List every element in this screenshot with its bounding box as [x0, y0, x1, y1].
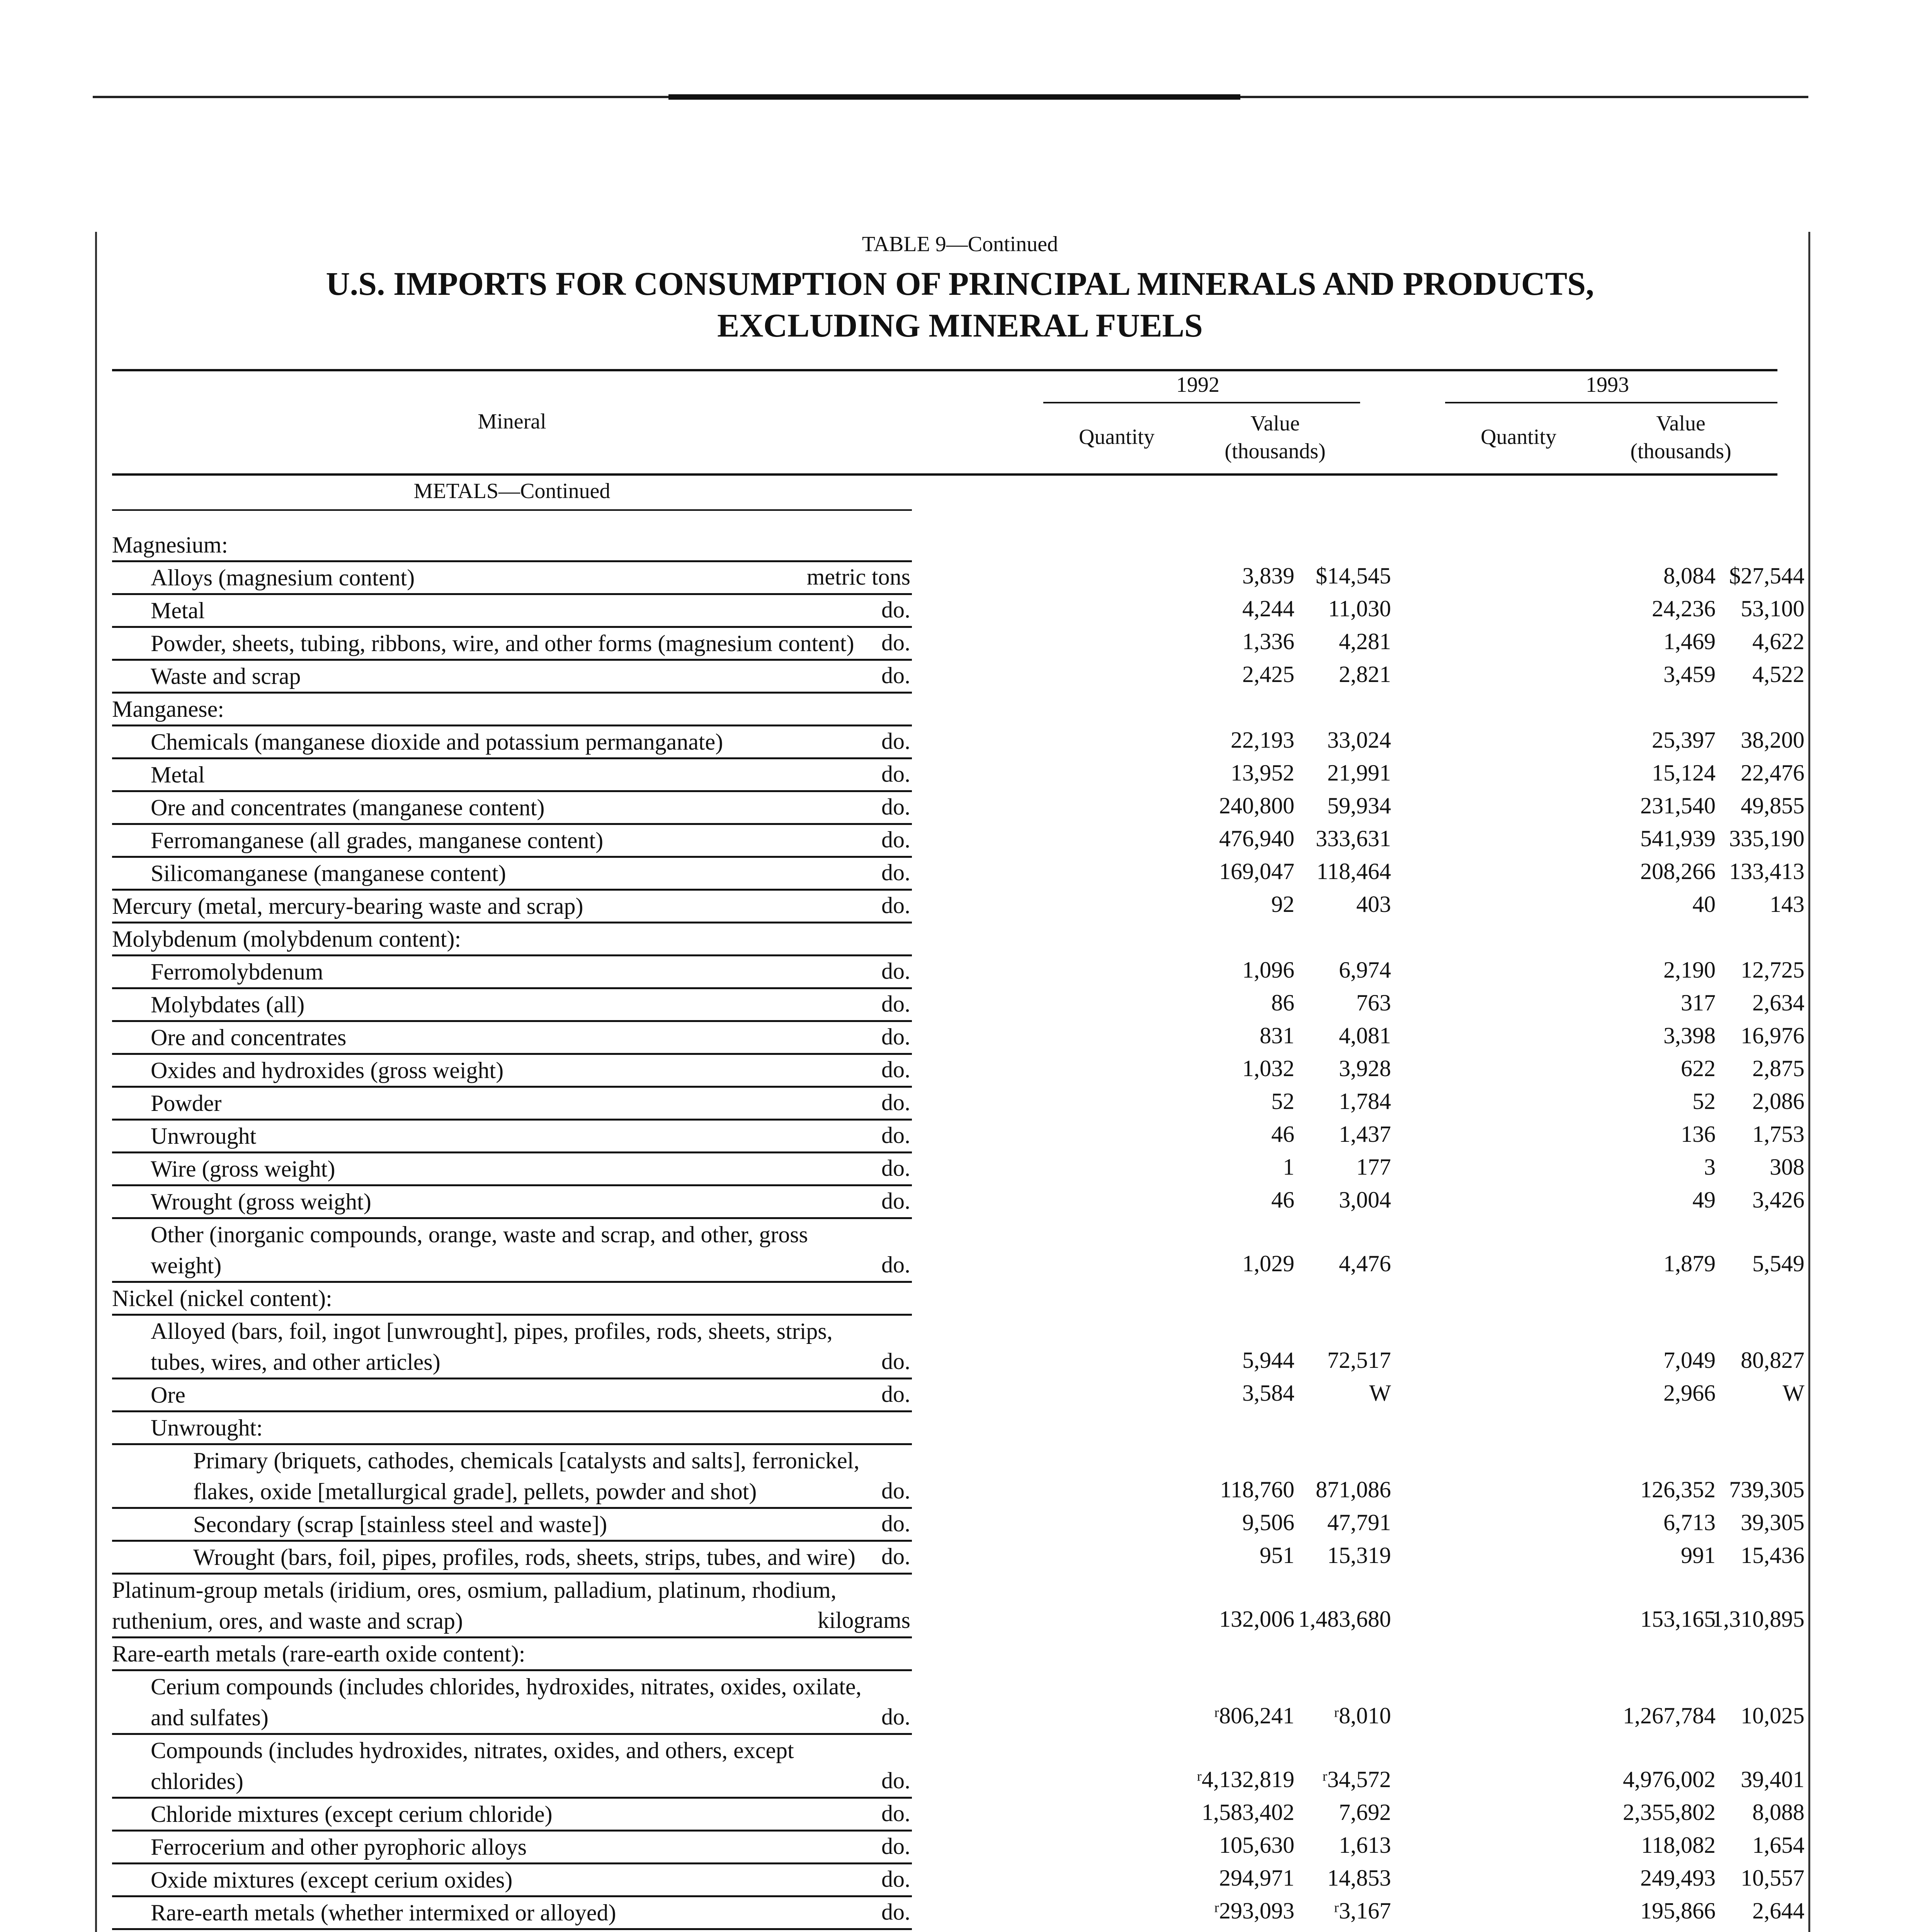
value-1992-cell: 871,086: [1316, 1477, 1391, 1502]
table-row: [112, 891, 1804, 923]
row-label: Metal: [151, 762, 205, 787]
row-unit: do.: [881, 1511, 910, 1536]
year-1993-header: 1993: [1586, 373, 1629, 397]
row-unit: do.: [881, 1188, 910, 1214]
quantity-1992-cell: 3,839: [1242, 563, 1294, 588]
quantity-1993-cell: 4,976,002: [1623, 1767, 1716, 1792]
table-title-line-1: U.S. IMPORTS FOR CONSUMPTION OF PRINCIPAL MINERALS AND PRODUCTS,: [326, 265, 1594, 302]
row-label-cell: [112, 759, 912, 792]
table-row: [112, 1832, 1804, 1864]
value-1992-label: Value: [1250, 412, 1300, 435]
row-label-cell: [112, 1799, 912, 1832]
quantity-1993-cell: 15,124: [1652, 760, 1716, 786]
quantity-1992-cell: 1: [1283, 1154, 1294, 1180]
row-unit: do.: [881, 1057, 910, 1082]
table-row: [112, 1379, 1804, 1412]
value-1992-cell: 3,928: [1339, 1056, 1391, 1081]
row-label-cell: [112, 1575, 912, 1638]
quantity-1992-cell: 1,032: [1242, 1056, 1294, 1081]
table-row: [112, 1121, 1804, 1153]
quantity-1993-cell: 991: [1681, 1543, 1716, 1568]
quantity-1993-cell: 118,082: [1641, 1832, 1716, 1858]
row-unit: do.: [881, 1768, 910, 1793]
quantity-1993-cell: 541,939: [1640, 826, 1716, 851]
row-label-cell: [112, 1055, 912, 1088]
table-row: [112, 661, 1804, 694]
value-1992-cell: 14,853: [1327, 1865, 1391, 1891]
quantity-1993-cell: 231,540: [1640, 793, 1716, 818]
row-label-cell: [112, 1379, 912, 1412]
row-label: Waste and scrap: [151, 663, 301, 689]
row-label: Platinum-group metals (iridium, ores, osmium, palladium, platinum, rhodium, ruthenium, ores, and waste and scrap): [112, 1577, 837, 1634]
left-margin-rule: [95, 232, 97, 1932]
row-label: Oxide mixtures (except cerium oxides): [151, 1867, 513, 1893]
quantity-1993-cell: 25,397: [1652, 727, 1716, 753]
row-label: Other (inorganic compounds, orange, waste and scrap, and other, gross weight): [151, 1222, 808, 1278]
row-label: Chloride mixtures (except cerium chloride): [151, 1801, 553, 1827]
value-1993-cell: 3,426: [1752, 1187, 1804, 1213]
value-1992-cell: 4,476: [1339, 1251, 1391, 1276]
value-1993-unit: (thousands): [1630, 439, 1731, 463]
quantity-1992-cell: 118,760: [1220, 1477, 1294, 1502]
quantity-1992-cell: 294,971: [1219, 1865, 1294, 1891]
table-row: [112, 562, 1804, 595]
row-unit: do.: [881, 827, 910, 852]
table-section-row: [112, 923, 1777, 956]
quantity-1993-cell: 8,084: [1663, 563, 1716, 588]
row-label: Powder, sheets, tubing, ribbons, wire, and other forms (magnesium content): [151, 631, 854, 656]
quantity-1993-cell: 1,469: [1663, 629, 1716, 654]
row-unit: do.: [881, 1801, 910, 1826]
value-1992-cell: 4,281: [1339, 629, 1391, 654]
row-label: Unwrought: [151, 1123, 257, 1149]
row-unit: do.: [881, 597, 910, 622]
table-section-row: [112, 694, 1777, 726]
row-label-cell: [112, 562, 912, 595]
row-label-cell: [112, 1832, 912, 1864]
value-1993-cell: 10,025: [1741, 1703, 1804, 1728]
row-label: Molybdenum (molybdenum content):: [112, 926, 461, 952]
quantity-1992-cell: 5,944: [1242, 1347, 1294, 1373]
value-1992-unit: (thousands): [1224, 439, 1326, 463]
quantity-1993-cell: 3: [1704, 1154, 1716, 1180]
quantity-1993-cell: 3,398: [1663, 1023, 1716, 1048]
row-unit: do.: [881, 958, 910, 984]
value-1993-cell: 80,827: [1741, 1347, 1804, 1373]
row-label-cell: [112, 595, 912, 628]
row-label: Alloys (magnesium content): [151, 565, 415, 590]
table-row: [112, 1735, 1804, 1799]
value-1993-cell: 1,654: [1752, 1832, 1804, 1858]
quantity-1992-cell: 13,952: [1231, 760, 1294, 786]
quantity-1992-cell: 240,800: [1219, 793, 1294, 818]
row-label-cell: [112, 1121, 912, 1153]
quantity-1992-cell: 951: [1260, 1543, 1294, 1568]
row-label-cell: [112, 956, 912, 989]
value-1992-cell: 72,517: [1327, 1347, 1391, 1373]
quantity-1993-cell: 317: [1681, 990, 1716, 1015]
table-row: [112, 1445, 1804, 1509]
quantity-1992-cell: ʳ4,132,819: [1196, 1767, 1294, 1792]
row-label-cell: [112, 1445, 912, 1509]
value-1993-header: [1596, 410, 1766, 465]
row-label-cell: [112, 825, 912, 858]
quantity-1992-cell: 105,630: [1219, 1832, 1294, 1858]
row-label-cell: [112, 1022, 912, 1055]
table-section-row: [112, 529, 1777, 562]
table-row: [112, 858, 1804, 891]
row-unit: do.: [881, 1833, 910, 1859]
table-section-row: [112, 1638, 1777, 1671]
value-1993-cell: $27,544: [1729, 563, 1804, 588]
quantity-1993-cell: 7,049: [1663, 1347, 1716, 1373]
quantity-1993-cell: 40: [1692, 891, 1716, 917]
value-1992-cell: ʳ34,572: [1322, 1767, 1391, 1792]
quantity-1993-header: Quantity: [1481, 425, 1556, 449]
row-label: Chemicals (manganese dioxide and potassium permanganate): [151, 729, 723, 755]
quantity-1993-cell: 2,355,802: [1623, 1799, 1716, 1825]
value-1993-cell: 39,401: [1741, 1767, 1804, 1792]
quantity-1992-cell: 46: [1271, 1187, 1294, 1213]
value-1993-cell: 2,634: [1752, 990, 1804, 1015]
value-1993-label: Value: [1656, 412, 1706, 435]
value-1993-cell: 133,413: [1729, 859, 1804, 884]
value-1992-cell: 15,319: [1327, 1543, 1391, 1568]
table-row: [112, 1022, 1804, 1055]
value-1992-cell: $14,545: [1316, 563, 1391, 588]
row-label-cell: [112, 923, 912, 956]
row-label: Ore and concentrates (manganese content): [151, 795, 545, 820]
section-rule: [112, 509, 912, 511]
table-row: [112, 628, 1804, 661]
row-unit: do.: [881, 630, 910, 655]
table-label: TABLE 9—Continued: [862, 232, 1058, 256]
quantity-1993-cell: 126,352: [1640, 1477, 1716, 1502]
row-unit: do.: [881, 1252, 910, 1277]
quantity-1992-cell: 46: [1271, 1121, 1294, 1147]
value-1992-cell: 1,483,680: [1298, 1606, 1391, 1632]
quantity-1993-cell: 136: [1681, 1121, 1716, 1147]
value-1992-cell: 177: [1356, 1154, 1391, 1180]
year-1992-rule: [1043, 402, 1360, 403]
row-label: Wrought (bars, foil, pipes, profiles, rods, sheets, strips, tubes, and wire): [193, 1544, 855, 1570]
quantity-1992-cell: 1,096: [1242, 957, 1294, 983]
value-1993-cell: 15,436: [1741, 1543, 1804, 1568]
quantity-1993-cell: 208,266: [1640, 859, 1716, 884]
quantity-1993-cell: 2,966: [1663, 1380, 1716, 1406]
row-unit: do.: [881, 663, 910, 688]
row-label: Wire (gross weight): [151, 1156, 335, 1182]
row-label: Primary (briquets, cathodes, chemicals [catalysts and salts], ferronickel, flakes, oxide [metallurgical grade], pellets, powder and shot): [193, 1448, 860, 1504]
quantity-1993-cell: 249,493: [1640, 1865, 1716, 1891]
value-1993-cell: 22,476: [1741, 760, 1804, 786]
value-1993-cell: 8,088: [1752, 1799, 1804, 1825]
table-row: [112, 792, 1804, 825]
table-row: [112, 825, 1804, 858]
value-1992-cell: ʳ8,010: [1333, 1703, 1391, 1728]
table-row: [112, 989, 1804, 1022]
row-label: Manganese:: [112, 696, 224, 722]
value-1992-cell: 4,081: [1339, 1023, 1391, 1048]
value-1992-cell: 1,613: [1339, 1832, 1391, 1858]
row-label-cell: [112, 1509, 912, 1542]
value-1992-cell: 1,784: [1339, 1088, 1391, 1114]
quantity-1993-cell: 52: [1692, 1088, 1716, 1114]
row-unit: do.: [881, 1155, 910, 1181]
row-unit: do.: [881, 1544, 910, 1569]
value-1993-cell: 39,305: [1741, 1510, 1804, 1535]
row-label-cell: [112, 1864, 912, 1897]
quantity-1992-cell: 22,193: [1231, 727, 1294, 753]
row-unit: do.: [881, 761, 910, 787]
value-1993-cell: 2,644: [1752, 1898, 1804, 1923]
row-label: Ferromanganese (all grades, manganese content): [151, 828, 604, 853]
quantity-1992-header: Quantity: [1079, 425, 1155, 449]
quantity-1993-cell: 1,267,784: [1623, 1703, 1716, 1728]
row-label: Rare-earth metals (whether intermixed or alloyed): [151, 1900, 616, 1925]
quantity-1992-cell: 9,506: [1242, 1510, 1294, 1535]
row-label: Powder: [151, 1090, 222, 1116]
row-label-cell: [112, 1088, 912, 1121]
table-row: [112, 1671, 1804, 1735]
quantity-1992-cell: 86: [1271, 990, 1294, 1015]
value-1992-cell: 33,024: [1327, 727, 1391, 753]
row-label: Unwrought:: [151, 1415, 263, 1440]
table-title: [0, 263, 1920, 346]
row-unit: do.: [881, 1478, 910, 1503]
quantity-1992-cell: 2,425: [1242, 662, 1294, 687]
value-1993-cell: 4,622: [1752, 629, 1804, 654]
table-row: [112, 1897, 1804, 1930]
row-label: Mercury (metal, mercury-bearing waste and scrap): [112, 893, 583, 919]
quantity-1992-cell: ʳ293,093: [1214, 1898, 1294, 1923]
value-1992-cell: 11,030: [1328, 596, 1391, 621]
row-label: Alloyed (bars, foil, ingot [unwrought], pipes, profiles, rods, sheets, strips, tubes, wires, and other articles): [151, 1318, 833, 1375]
value-1992-cell: W: [1369, 1380, 1391, 1406]
table-row: [112, 1219, 1804, 1283]
row-label-cell: [112, 858, 912, 891]
table-row: [112, 1186, 1804, 1219]
quantity-1992-cell: 1,583,402: [1202, 1799, 1294, 1825]
row-label-cell: [112, 1542, 912, 1575]
value-1993-cell: 739,305: [1729, 1477, 1804, 1502]
table-row: [112, 1153, 1804, 1186]
row-label-cell: [112, 726, 912, 759]
table-row: [112, 1509, 1804, 1542]
quantity-1993-cell: 6,713: [1663, 1510, 1716, 1535]
value-1992-cell: 47,791: [1327, 1510, 1391, 1535]
year-1992-header: 1992: [1176, 373, 1219, 397]
table-row: [112, 1799, 1804, 1832]
value-1993-cell: 143: [1770, 891, 1804, 917]
value-1992-cell: 2,821: [1339, 662, 1391, 687]
row-unit: do.: [881, 1090, 910, 1115]
row-label: Oxides and hydroxides (gross weight): [151, 1058, 504, 1083]
value-1992-cell: 7,692: [1339, 1799, 1391, 1825]
value-1992-cell: 333,631: [1316, 826, 1391, 851]
row-label: Ferromolybdenum: [151, 959, 323, 985]
value-1993-cell: 38,200: [1741, 727, 1804, 753]
quantity-1992-cell: 3,584: [1242, 1380, 1294, 1406]
row-label: Cerium compounds (includes chlorides, hydroxides, nitrates, oxides, oxilate, and sulfates): [151, 1674, 862, 1730]
quantity-1993-cell: 195,866: [1640, 1898, 1716, 1923]
row-unit: do.: [881, 893, 910, 918]
value-1993-cell: 5,549: [1752, 1251, 1804, 1276]
row-unit: do.: [881, 794, 910, 820]
row-label: Rare-earth metals (rare-earth oxide content):: [112, 1641, 525, 1667]
row-label: Metal: [151, 598, 205, 623]
quantity-1993-cell: 622: [1681, 1056, 1716, 1081]
value-1992-cell: 21,991: [1327, 760, 1391, 786]
quantity-1992-cell: 4,244: [1242, 596, 1294, 621]
value-1993-cell: 16,976: [1741, 1023, 1804, 1048]
row-label: Silicomanganese (manganese content): [151, 861, 506, 886]
row-label-cell: [112, 529, 912, 562]
value-1992-cell: 763: [1356, 990, 1391, 1015]
table-section-row: [112, 1283, 1777, 1316]
right-margin-rule: [1808, 232, 1810, 1932]
row-unit: do.: [881, 1381, 910, 1407]
row-unit: do.: [881, 1866, 910, 1892]
mineral-column-header: Mineral: [478, 410, 546, 434]
header-bottom-rule: [112, 473, 1777, 476]
quantity-1993-cell: 49: [1692, 1187, 1716, 1213]
row-label: Magnesium:: [112, 532, 228, 558]
value-1992-cell: 59,934: [1327, 793, 1391, 818]
value-1993-cell: 1,310,895: [1712, 1606, 1804, 1632]
quantity-1993-cell: 24,236: [1652, 596, 1716, 621]
value-1993-cell: 49,855: [1741, 793, 1804, 818]
quantity-1993-cell: 2,190: [1663, 957, 1716, 983]
table-row: [112, 759, 1804, 792]
quantity-1992-cell: 52: [1271, 1088, 1294, 1114]
quantity-1992-cell: 1,029: [1242, 1251, 1294, 1276]
table-row: [112, 595, 1804, 628]
row-unit: do.: [881, 991, 910, 1017]
table-row: [112, 956, 1804, 989]
row-label: Compounds (includes hydroxides, nitrates, oxides, and others, except chlorides): [151, 1738, 794, 1794]
section-label: METALS—Continued: [413, 479, 611, 503]
row-label-cell: [112, 1219, 912, 1283]
value-1993-cell: 2,086: [1752, 1088, 1804, 1114]
row-label-cell: [112, 694, 912, 726]
row-unit: do.: [881, 1349, 910, 1374]
value-1992-cell: 6,974: [1339, 957, 1391, 983]
table-row: [112, 1088, 1804, 1121]
value-1993-cell: 53,100: [1741, 596, 1804, 621]
row-label-cell: [112, 1316, 912, 1379]
quantity-1993-cell: 3,459: [1663, 662, 1716, 687]
value-1993-cell: W: [1782, 1380, 1804, 1406]
row-unit: do.: [881, 860, 910, 885]
quantity-1992-cell: 92: [1271, 891, 1294, 917]
quantity-1992-cell: 132,006: [1219, 1606, 1294, 1632]
row-label: Secondary (scrap [stainless steel and waste]): [193, 1512, 607, 1537]
row-label: Molybdates (all): [151, 992, 305, 1017]
value-1992-cell: 3,004: [1339, 1187, 1391, 1213]
table-row: [112, 1864, 1804, 1897]
table-row: [112, 1542, 1804, 1575]
value-1993-cell: 1,753: [1752, 1121, 1804, 1147]
quantity-1992-cell: 1,336: [1242, 629, 1294, 654]
value-1992-cell: 1,437: [1339, 1121, 1391, 1147]
table-row: [112, 726, 1804, 759]
row-label-cell: [112, 628, 912, 661]
quantity-1993-cell: 1,879: [1663, 1251, 1716, 1276]
row-unit: do.: [881, 1704, 910, 1730]
table-row: [112, 1055, 1804, 1088]
row-unit: do.: [881, 1122, 910, 1148]
year-1993-rule: [1445, 402, 1777, 403]
row-unit: do.: [881, 1899, 910, 1925]
row-label-cell: [112, 661, 912, 694]
row-label: Wrought (gross weight): [151, 1189, 371, 1214]
value-1992-header: [1190, 410, 1360, 465]
row-label-cell: [112, 989, 912, 1022]
quantity-1992-cell: 476,940: [1219, 826, 1294, 851]
row-label: Ore and concentrates: [151, 1025, 347, 1050]
table-row: [112, 1575, 1804, 1638]
quantity-1992-cell: 169,047: [1219, 859, 1294, 884]
value-1993-cell: 10,557: [1741, 1865, 1804, 1891]
row-label-cell: [112, 1735, 912, 1799]
table-section-row: [112, 1412, 1777, 1445]
quantity-1992-cell: 831: [1260, 1023, 1294, 1048]
row-label-cell: [112, 1412, 912, 1445]
row-label-cell: [112, 1671, 912, 1735]
quantity-1992-cell: ʳ806,241: [1214, 1703, 1294, 1728]
row-label: Nickel (nickel content):: [112, 1286, 332, 1311]
row-unit: do.: [881, 1024, 910, 1049]
value-1993-cell: 308: [1770, 1154, 1804, 1180]
value-1992-cell: 118,464: [1316, 859, 1391, 884]
row-label: Ore: [151, 1382, 185, 1408]
value-1992-cell: ʳ3,167: [1333, 1898, 1391, 1923]
row-label-cell: [112, 1283, 912, 1316]
value-1993-cell: 2,875: [1752, 1056, 1804, 1081]
row-unit: kilograms: [818, 1607, 910, 1633]
row-label-cell: [112, 891, 912, 923]
row-label-cell: [112, 1153, 912, 1186]
value-1993-cell: 12,725: [1741, 957, 1804, 983]
table-title-line-2: EXCLUDING MINERAL FUELS: [717, 307, 1203, 344]
value-1993-cell: 335,190: [1729, 826, 1804, 851]
row-unit: metric tons: [806, 564, 910, 590]
row-label: Ferrocerium and other pyrophoric alloys: [151, 1834, 527, 1860]
row-label-cell: [112, 1638, 912, 1671]
row-unit: do.: [881, 728, 910, 754]
value-1993-cell: 4,522: [1752, 662, 1804, 687]
imports-table-body: [112, 529, 1804, 1930]
row-label-cell: [112, 1186, 912, 1219]
table-row: [112, 1316, 1804, 1379]
value-1992-cell: 403: [1356, 891, 1391, 917]
top-rule-accent: [668, 94, 1240, 100]
row-label-cell: [112, 1897, 912, 1930]
quantity-1993-cell: 153,165: [1640, 1606, 1716, 1632]
row-label-cell: [112, 792, 912, 825]
